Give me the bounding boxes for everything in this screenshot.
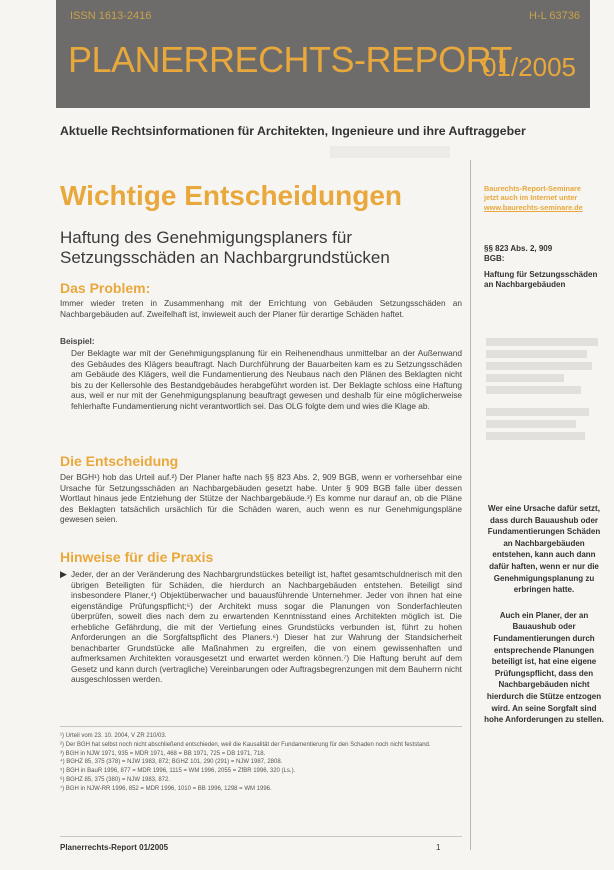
footer-divider	[60, 836, 462, 837]
footnote: ⁴) BGHZ 85, 375 (378) = NJW 1983, 872; BGHZ 101, 290 (291) = NJW 1987, 2808.	[60, 759, 283, 766]
seminar-link[interactable]	[484, 203, 604, 212]
footnote: ⁷) BGH in NJW-RR 1996, 852 = MDR 1996, 1010 = BB 1996, 1298 = WM 1996.	[60, 785, 272, 792]
footnote: ³) BGH in NJW 1971, 935 = MDR 1971, 468 = BB 1971, 725 = DB 1971, 718.	[60, 750, 266, 757]
footnotes	[60, 732, 462, 794]
key-summary	[484, 503, 604, 726]
problem-text: Immer wieder treten in Zusammenhang mit der Errichtung von Gebäuden Setzungsschäden an Nachbargebäuden auf. Zweifelhaft ist, inwieweit auch der Planer für derartige Schäden haftet.	[60, 298, 462, 319]
reference-topic: Haftung für Setzungsschäden an Nachbargebäuden	[484, 270, 598, 289]
example-text: Der Beklagte war mit der Genehmigungsplanung für ein Reihenendhaus unmittelbar an der Außenwand des Gebäudes des Klägers beauftragt. Nach Durchführung der Bauarbeiten kam es zu Setzungsschäden am Gebäude des Klägers, weil die Fundamentierung des Neubaus nach den Plänen des Beklagten nicht bis zu der Kellersohle des Bestandgebäudes herabgeführt worden ist. Der Beklagte schloss eine Haftung aus, weil er nur mit der Genehmigungsplanung beauftragt gewesen und deshalb für eine möglicherweise fehlerhafte Fundamentierung nicht verantwortlich sei. Das OLG folgte dem und wies die Klage ab.	[71, 348, 462, 411]
seminar-promo	[484, 184, 604, 212]
article-title: Haftung des Genehmigungsplaners für Setzungsschäden an Nachbargrundstücken	[60, 228, 390, 267]
legal-reference	[484, 244, 604, 290]
practice-notes-heading: Hinweise für die Praxis	[60, 549, 214, 565]
bleed-through-mark	[330, 146, 450, 158]
page-number: 1	[436, 843, 441, 852]
decision-heading: Die Entscheidung	[60, 453, 179, 469]
sidebar-divider	[470, 160, 471, 850]
decision-text: Der BGH¹) hob das Urteil auf.²) Der Planer hafte nach §§ 823 Abs. 2, 909 BGB, wenn er vorhersehbar eine Ursache für Setzungsschäden an Nachbargebäuden gesetzt habe. Unter § 909 BGB falle über dessen Wortlaut hinaus jede Entziehung der Stütze der Nachbargebäude.³) Es komme nur darauf an, ob die Pläne des Beklagten tatsächlich ursächlich für die Schäden waren, auch wenn es nur Genehmigungspläne gewesen seien.	[60, 472, 462, 524]
footnote: ²) Der BGH hat selbst noch nicht abschließend entschieden, weil die Kausalität der Fundamentierung für den Schaden noch nicht feststand.	[60, 741, 431, 748]
promo-line: jetzt auch im Internet unter	[484, 193, 578, 203]
bullet-arrow-icon: ▶	[60, 569, 67, 579]
problem-heading: Das Problem:	[60, 280, 151, 296]
statute-reference-cont: BGB:	[484, 254, 505, 263]
summary-paragraph: Wer eine Ursache dafür setzt, dass durch Bauaushub oder Fundamentierungen Schäden an Nachbargebäuden entstehen, kann auch dann dafür haften, wenn er nur die Genehmigungsplanung zu erbringen hatte.	[487, 504, 601, 595]
footnote-divider	[60, 726, 462, 727]
publication-code: H-L 63736	[529, 10, 580, 22]
footer-title: Planerrechts-Report 01/2005	[60, 843, 169, 852]
example-label: Beispiel:	[60, 336, 95, 346]
issn-number: ISSN 1613-2416	[70, 10, 152, 22]
seminar-url[interactable]: www.baurechts-seminare.de	[484, 202, 583, 212]
masthead	[56, 0, 590, 108]
bleed-through-text	[486, 338, 598, 444]
footnote: ¹) Urteil vom 23. 10. 2004, V ZR 210/03.	[60, 733, 167, 739]
statute-reference: §§ 823 Abs. 2, 909	[484, 244, 553, 253]
section-heading: Wichtige Entscheidungen	[60, 180, 402, 211]
publication-title: PLANERRECHTS-REPORT	[68, 39, 512, 80]
footnote: ⁵) BGH in BauR 1996, 877 = MDR 1996, 1115 = WM 1996, 2055 = ZfBR 1996, 320 (Ls.).	[60, 768, 296, 775]
issue-number: 01/2005	[482, 52, 576, 82]
tagline: Aktuelle Rechtsinformationen für Architekten, Ingenieure und ihre Auftraggeber	[60, 124, 526, 138]
practice-notes-text: Jeder, der an der Veränderung des Nachbargrundstückes beteiligt ist, haftet gesamtschuldnerisch mit den übrigen Beteiligten für Schäden, die hierdurch an Nachbargebäuden entstehen. Beteiligt sind insbesondere Planer,⁴) Objektüberwacher und bauausführende Unternehmer. Jeder von ihnen hat eine eigenständige Prüfungspflicht;⁵) der Architekt muss sogar die Planungen von Sonderfachleuten überprüfen, soweit dies nach dem zu erwartenden Kenntnisstand eines Architekten möglich ist. Die erhebliche Gefährdung, die mit der Vertiefung eines Grundstücks verbunden ist, führt zu hohen Anforderungen an die Sorgfaltspflicht des Planers.⁶) Dieser hat zur Wahrung der Standsicherheit benachbarter Grundstücke alle Maßnahmen zu ergreifen, die von einem gewissenhaften und aufmerksamen Architekten vorausgesetzt und erwartet werden können.⁷) Die Haftung beruht auf dem Gesetz und kann durch (vertragliche) Vereinbarungen oder Auftragsbegrenzungen mit dem Bauherrn nicht ausgeschlossen werden.	[71, 569, 462, 684]
promo-line: Baurechts-Report-Seminare	[484, 184, 581, 193]
footnote: ⁶) BGHZ 85, 375 (380) = NJW 1983, 872.	[60, 776, 171, 783]
summary-paragraph: Auch ein Planer, der an Bauaushub oder Fundamentierungen durch entsprechende Planungen beteiligt ist, hat eine eigene Prüfungspflicht, dass den Nachbargebäuden nicht hierdurch die Stütze entzogen wird. An seine Sorgfalt sind hohe Anforderungen zu stellen.	[484, 610, 604, 725]
